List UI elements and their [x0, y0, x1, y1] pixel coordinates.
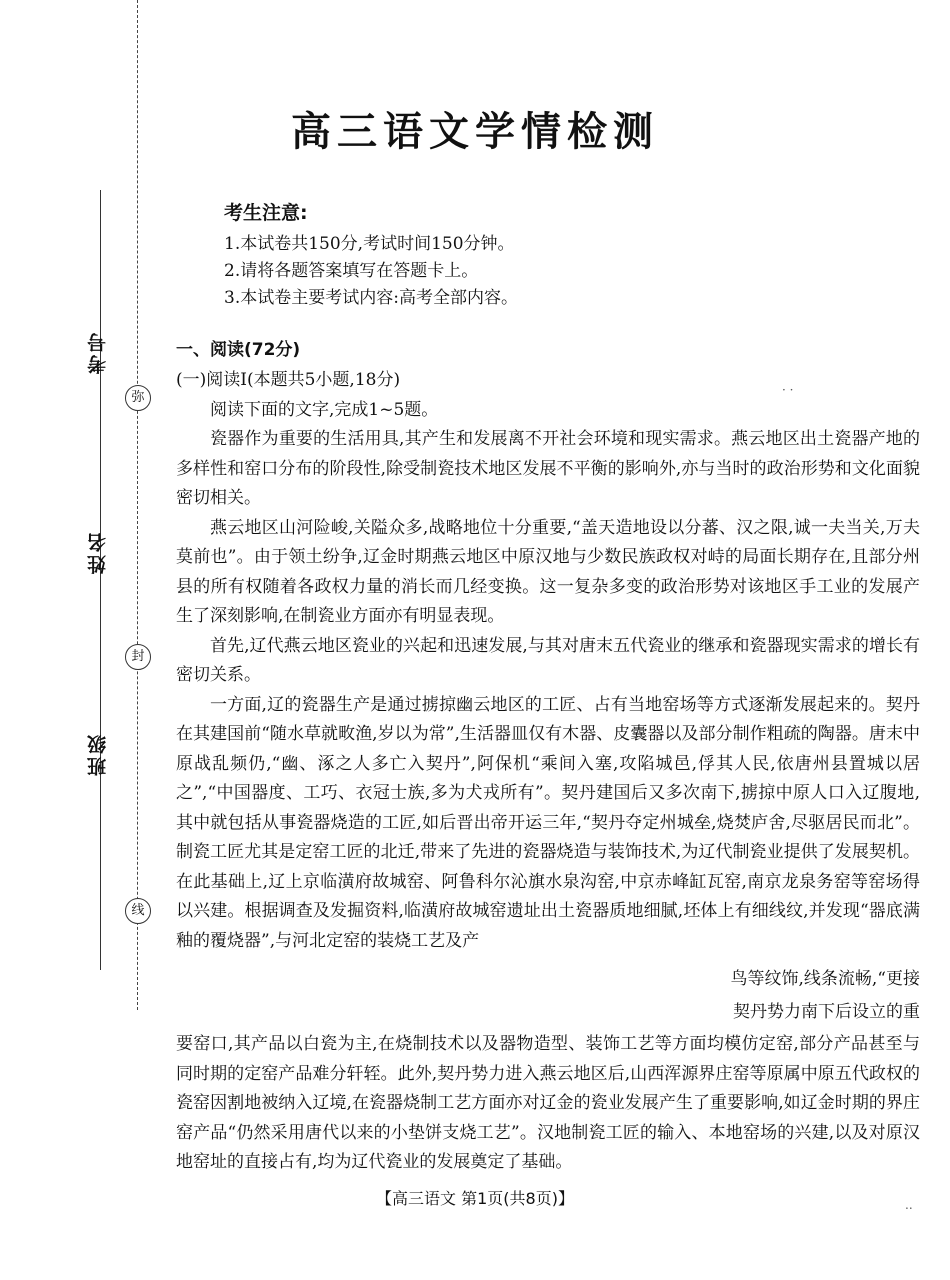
seal-mi: 弥 [125, 385, 151, 411]
candidate-notice [224, 198, 518, 312]
instruction-text: 阅读下面的文字,完成1~5题。 [210, 400, 439, 420]
page-title: 高三语文学情检测 [291, 109, 659, 155]
notice-item: 2.请将各题答案填写在答题卡上。 [224, 261, 479, 281]
exam-number-label: 考号 [87, 330, 109, 374]
text-fragment: 契丹势力南下后设立的重 [733, 1002, 920, 1022]
seal-xian: 线 [125, 898, 151, 924]
notice-item: 1.本试卷共150分,考试时间150分钟。 [224, 234, 515, 254]
paragraph: 首先,辽代燕云地区瓷业的兴起和迅速发展,与其对唐末五代瓷业的继承和瓷器现实需求的增长有密切关系。 [176, 635, 920, 685]
paragraph: 一方面,辽的瓷器生产是通过掳掠幽云地区的工匠、占有当地窑场等方式逐渐发展起来的。契丹在其建国前“随水草就畋渔,岁以为常”,生活器皿仅有木器、皮囊器以及部分制作粗疏的陶器。唐末中原战乱频仍,“幽、涿之人多亡入契丹”,阿保机“乘间入塞,攻陷城邑,俘其人民,依唐州县置城以居之”,“中国器度、工巧、衣冠士族,多为犬戎所有”。契丹建国后又多次南下,掳掠中原人口入辽腹地,其中就包括从事瓷器烧造的工匠,如后晋出帝开运三年,“契丹夺定州城垒,烧焚庐舍,尽驱居民而北”。制瓷工匠尤其是定窑工匠的北迁,带来了先进的瓷器烧造与装饰技术,为辽代制瓷业提供了发展契机。在此基础上,辽上京临潢府故城窑、阿鲁科尔沁旗水泉沟窑,中京赤峰缸瓦窑,南京龙泉务窑等窑场得以兴建。根据调查及发掘资料,临潢府故城窑遗址出土瓷器质地细腻,坯体上有细线纹,并发现“器底满釉的覆烧器”,与河北定窑的装烧工艺及产 [176, 694, 920, 951]
notice-heading: 考生注意: [224, 202, 308, 224]
text-fragment: 鸟等纹饰,线条流畅,“更接 [730, 969, 920, 989]
continuation-section [176, 1030, 920, 1178]
paragraph: 要窑口,其产品以白瓷为主,在烧制技术以及器物造型、装饰工艺等方面均模仿定窑,部分产品甚至与同时期的定窑产品难分轩轾。此外,契丹势力进入燕云地区后,山西浑源界庄窑等原属中原五代政权的瓷窑因割地被纳入辽境,在瓷器烧制工艺方面亦对辽金的瓷业发展产生了重要影响,如辽金时期的界庄窑产品“仍然采用唐代以来的小垫饼支烧工艺”。汉地制瓷工匠的输入、本地窑场的兴建,以及对原汉地窑址的直接占有,均为辽代瓷业的发展奠定了基础。 [176, 1034, 920, 1172]
name-label: 姓名 [87, 530, 109, 574]
paragraph: 瓷器作为重要的生活用具,其产生和发展离不开社会环境和现实需求。燕云地区出土瓷器产地的多样性和窑口分布的阶段性,除受制瓷技术地区发展不平衡的影响外,亦与当时的政治形势和文化面貌密切相关。 [176, 429, 920, 508]
reading-section [176, 335, 920, 956]
subsection-heading: (一)阅读Ⅰ(本题共5小题,18分) [176, 370, 401, 390]
binding-solid-line [100, 190, 101, 970]
notice-item: 3.本试卷主要考试内容:高考全部内容。 [224, 288, 518, 308]
binding-margin [0, 0, 160, 1280]
page-footer: 【高三语文 第1页(共8页)】 [376, 1189, 574, 1208]
section-heading: 一、阅读(72分) [176, 340, 301, 360]
paragraph: 燕云地区山河险峻,关隘众多,战略地位十分重要,“盖天造地设以分蕃、汉之限,诚一夫当关,万夫莫前也”。由于领土纷争,辽金时期燕云地区中原汉地与少数民族政权对峙的局面长期存在,且部分州县的所有权随着各政权力量的消长而几经变换。这一复杂多变的政治形势对该地区手工业的发展产生了深刻影响,在制瓷业方面亦有明显表现。 [176, 517, 920, 626]
class-label: 班级 [87, 732, 109, 776]
scan-mark: · · [782, 383, 794, 397]
seal-feng: 封 [125, 644, 151, 670]
scan-mark: .. [905, 1198, 913, 1212]
